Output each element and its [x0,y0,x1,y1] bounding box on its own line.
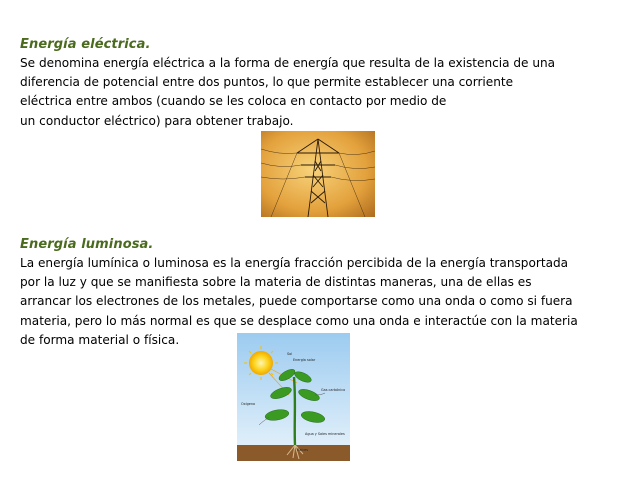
label-oxygen: Oxígeno [241,402,256,406]
section-title: Energía luminosa. [20,237,154,252]
section-title: Energía eléctrica. [20,37,151,52]
section-electric-energy [20,36,620,131]
paragraph-line: arrancar los electrones de los metales, puede comportarse como una onda o como si fuera [20,294,573,309]
paragraph-line: un conductor eléctrico) para obtener trabajo. [20,113,294,128]
paragraph-line: por la luz y que se manifiesta sobre la materia de distintas maneras, una de ellas es [20,275,532,290]
paragraph-line: eléctrica entre ambos (cuando se les coloca en contacto por medio de [20,94,447,109]
section-paragraph [20,54,620,131]
label-solar-energy: Energía solar [293,358,316,362]
label-water-minerals: Agua y Sales minerales [305,432,345,436]
photosynthesis-diagram [237,333,350,461]
paragraph-line: de forma material o física. [20,332,180,347]
paragraph-line: diferencia de potencial entre dos puntos, lo que permite establecer una corriente [20,75,514,90]
paragraph-line: materia, pero lo más normal es que se desplace como una onda e interactúe con la materia [20,313,578,328]
label-carbon-dioxide: Gas carbónico [321,388,346,392]
paragraph-line: La energía lumínica o luminosa es la energía fracción percibida de la energía transportada [20,256,569,270]
plant-illustration [237,333,350,461]
label-roots: Raíces [297,448,309,452]
sun-icon [249,351,273,375]
power-tower-image [261,131,375,217]
label-sun: Sol [287,352,293,356]
paragraph-line: Se denomina energía eléctrica a la forma de energía que resulta de la existencia de una [20,56,556,70]
power-tower-illustration [261,131,375,217]
